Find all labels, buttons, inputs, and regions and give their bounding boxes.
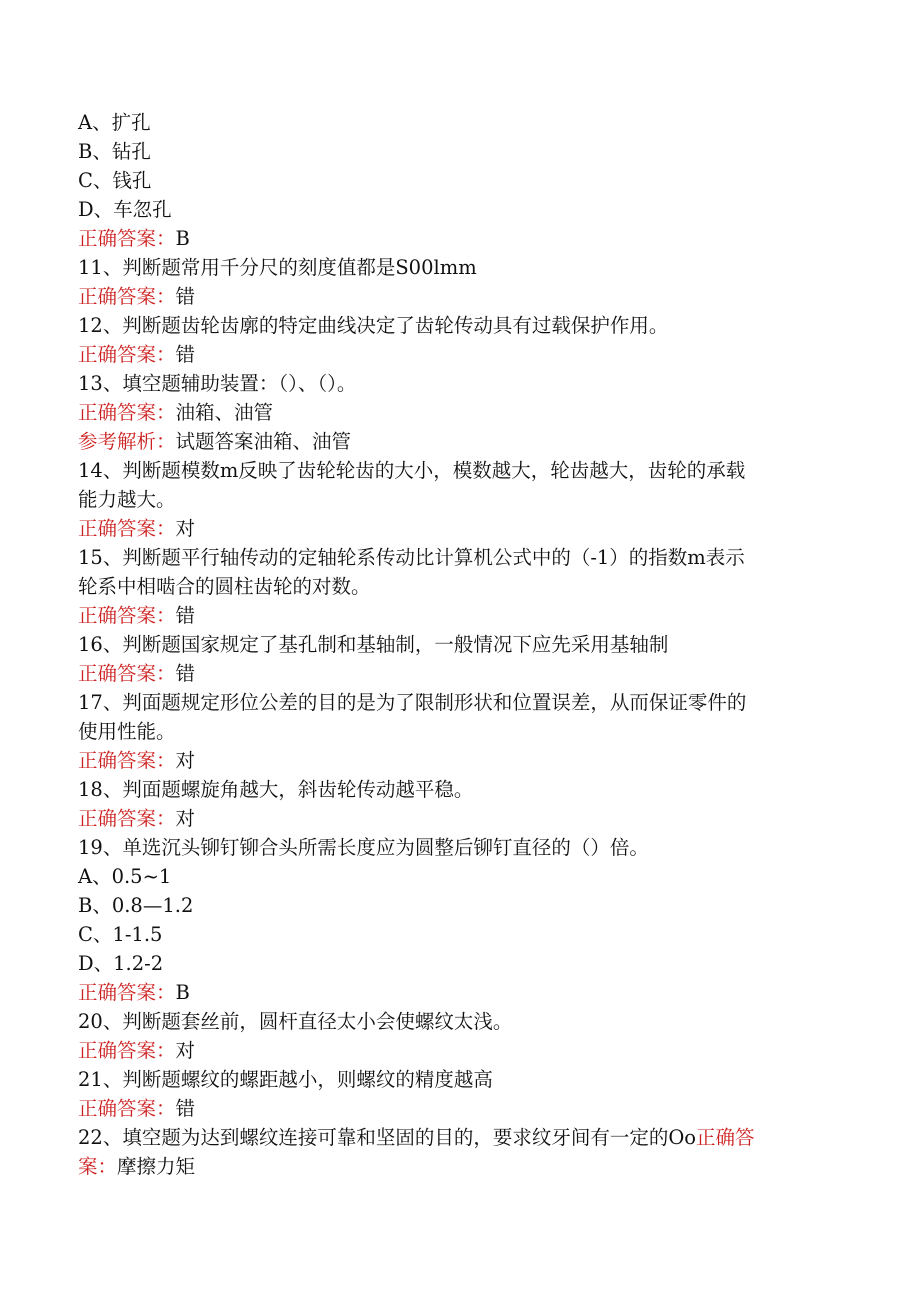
answer-label: 正确答案：: [78, 1039, 176, 1062]
line-text: 18、判面题螺旋角越大，斜齿轮传动越平稳。: [78, 778, 474, 801]
question-line: [78, 688, 830, 717]
line-text: B: [175, 227, 190, 250]
answer-line: [78, 427, 830, 456]
line-text: A、0.5~1: [78, 865, 172, 888]
line-text: 19、单选沉头铆钉铆合头所需长度应为圆整后铆钉直径的（）倍。: [78, 836, 649, 859]
line-text: 错: [175, 285, 196, 308]
line-text: 14、判断题模数m反映了齿轮轮齿的大小，模数越大，轮齿越大，齿轮的承载: [78, 459, 746, 482]
line-text: 20、判断题套丝前，圆杆直径太小会使螺纹太浅。: [78, 1010, 513, 1033]
line-text: 15、判断题平行轴传动的定轴轮系传动比计算机公式中的（-1）的指数m表示: [78, 546, 745, 569]
line-text: 21、判断题螺纹的螺距越小，则螺纹的精度越高: [78, 1068, 493, 1091]
line-text: 对: [175, 517, 196, 540]
line-text: 错: [175, 343, 196, 366]
line-text: 对: [175, 1039, 196, 1062]
line-text: D、1.2-2: [78, 952, 164, 975]
answer-line: [78, 514, 830, 543]
answer-line: [78, 398, 830, 427]
answer-line: [78, 224, 830, 253]
line-text: 错: [175, 662, 196, 685]
question-line: [78, 253, 830, 282]
answer-line: [78, 746, 830, 775]
question-line: [78, 833, 830, 862]
answer-label: 正确答案：: [78, 749, 176, 772]
question-line: [78, 311, 830, 340]
question-line: [78, 891, 830, 920]
line-text: 12、判断题齿轮齿廓的特定曲线决定了齿轮传动具有过载保护作用。: [78, 314, 669, 337]
answer-label: 正确答案：: [78, 227, 176, 250]
line-text: 13、填空题辅助装置：（）、（）。: [78, 372, 357, 395]
line-text: 轮系中相啮合的圆柱齿轮的对数。: [78, 575, 371, 598]
line-text: C、1-1.5: [78, 923, 163, 946]
answer-label: 参考解析：: [78, 430, 176, 453]
question-line: [78, 775, 830, 804]
answer-line: [78, 804, 830, 833]
answer-line: [78, 601, 830, 630]
line-text: 对: [175, 749, 196, 772]
question-line: [78, 1007, 830, 1036]
answer-line: [78, 978, 830, 1007]
question-line: [78, 543, 830, 572]
question-line: [78, 862, 830, 891]
line-text: 22、填空题为达到螺纹连接可靠和坚固的目的，要求纹牙间有一定的Oo: [78, 1126, 697, 1149]
answer-line: [78, 1094, 830, 1123]
question-line: [78, 166, 830, 195]
answer-label: 正确答案：: [78, 981, 176, 1004]
answer-line: [78, 340, 830, 369]
answer-label: 正确答案：: [78, 285, 176, 308]
question-line: [78, 369, 830, 398]
line-text: A、扩孔: [78, 111, 151, 134]
line-text: 使用性能。: [78, 720, 176, 743]
line-text: 错: [175, 604, 196, 627]
question-line: [78, 195, 830, 224]
question-line: [78, 485, 830, 514]
answer-label: 正确答案：: [78, 604, 176, 627]
line-text: 能力越大。: [78, 488, 176, 511]
line-text: 16、判断题国家规定了基孔制和基轴制，一般情况下应先采用基轴制: [78, 633, 669, 656]
question-line: [78, 1065, 830, 1094]
answer-label: 案：: [78, 1155, 118, 1178]
question-line: [78, 949, 830, 978]
line-text: 油箱、油管: [175, 401, 274, 424]
line-text: 摩擦力矩: [117, 1155, 196, 1178]
answer-label: 正确答案：: [78, 343, 176, 366]
document-page: [78, 108, 830, 1181]
question-line: [78, 1123, 830, 1152]
answer-label: 正确答案：: [78, 401, 176, 424]
question-line: [78, 920, 830, 949]
line-text: 11、判断题常用千分尺的刻度值都是S00lmm: [78, 256, 477, 279]
answer-label: 正确答案：: [78, 517, 176, 540]
answer-line: [78, 282, 830, 311]
question-line: [78, 717, 830, 746]
line-text: B: [175, 981, 190, 1004]
answer-line: [78, 659, 830, 688]
line-text: C、钱孔: [78, 169, 152, 192]
answer-label: 正确答案：: [78, 807, 176, 830]
line-text: B、0.8—1.2: [78, 894, 194, 917]
line-text: D、车忽孔: [78, 198, 172, 221]
line-text: 试题答案油箱、油管: [175, 430, 352, 453]
answer-label: 正确答案：: [78, 662, 176, 685]
line-text: 17、判面题规定形位公差的目的是为了限制形状和位置误差，从而保证零件的: [78, 691, 747, 714]
question-line: [78, 108, 830, 137]
question-line: [78, 572, 830, 601]
answer-label: 正确答: [696, 1126, 755, 1149]
answer-line: [78, 1152, 830, 1181]
line-text: 对: [175, 807, 196, 830]
answer-label: 正确答案：: [78, 1097, 176, 1120]
question-line: [78, 137, 830, 166]
question-line: [78, 630, 830, 659]
line-text: 错: [175, 1097, 196, 1120]
answer-line: [78, 1036, 830, 1065]
line-text: B、钻孔: [78, 140, 151, 163]
question-line: [78, 456, 830, 485]
